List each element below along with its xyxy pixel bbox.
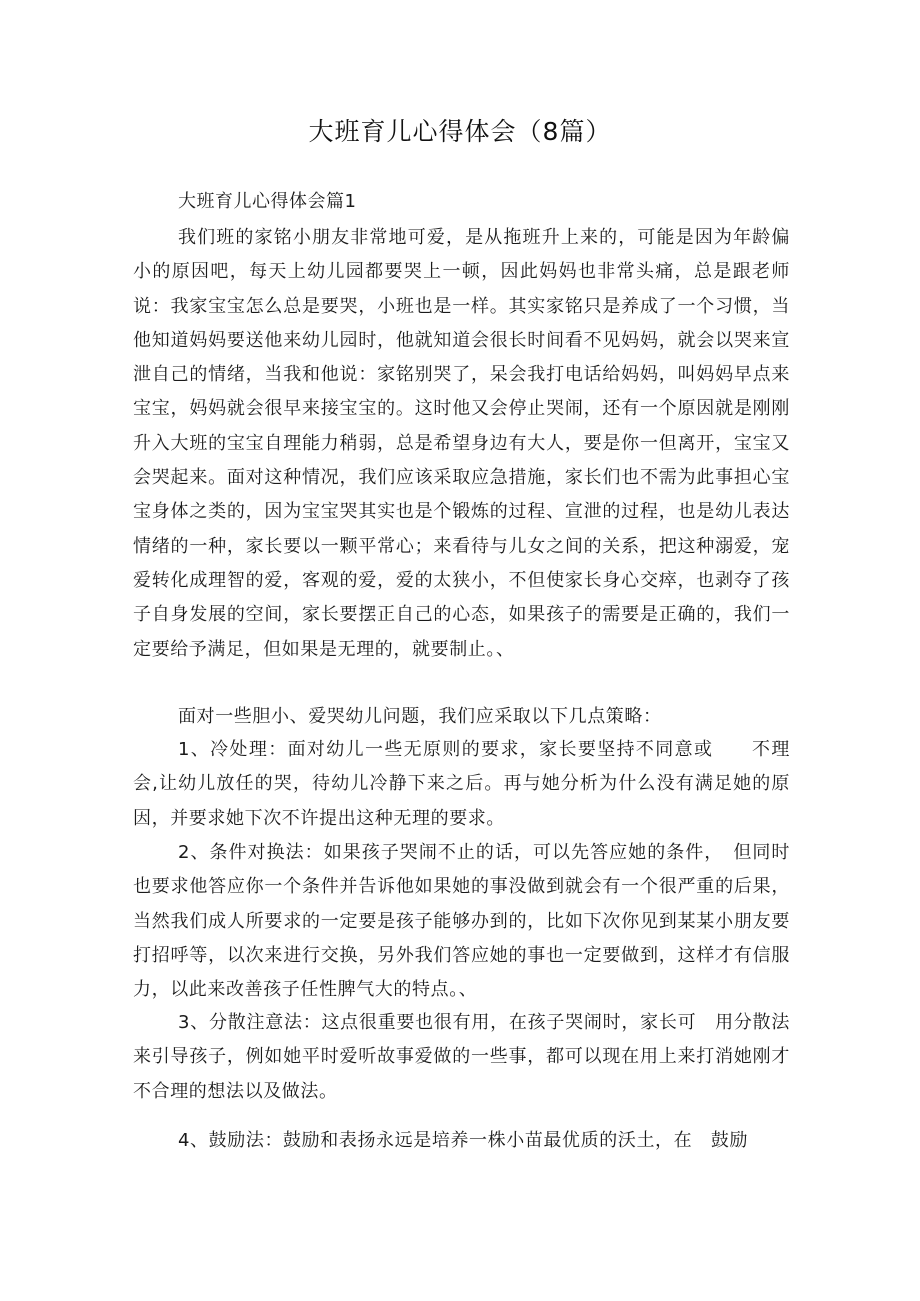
- section-heading: 大班育儿心得体会篇1: [178, 191, 357, 212]
- strategy-item-2: 2、条件对换法：如果孩子哭闹不止的话，可以先答应她的条件， 但同时也要求他答应你一个条件并告诉他如果她的事没做到就会有一个很严重的后果，当然我们成人所要求的一定要是孩子能够办到的，比如下次你见到某某小朋友要打招呼等，以次来进行交换，另外我们答应她的事也一定要做到，这样才有信服力，以此来改善孩子任性脾气大的特点。、: [133, 842, 790, 1001]
- strategy-paragraph: 面对一些胆小、爱哭幼儿问题，我们应采取以下几点策略：: [178, 706, 662, 727]
- intro-paragraph: 我们班的家铭小朋友非常地可爱，是从拖班升上来的，可能是因为年龄偏小的原因吧，每天上幼儿园都要哭上一顿，因此妈妈也非常头痛，总是跟老师说：我家宝宝怎么总是要哭，小班也是一样。其实家铭只是养成了一个习惯，当他知道妈妈要送他来幼儿园时，他就知道会很长时间看不见妈妈，就会以哭来宣泄自己的情绪，当我和他说：家铭别哭了，呆会我打电话给妈妈，叫妈妈早点来宝宝，妈妈就会很早来接宝宝的。这时他又会停止哭闹，还有一个原因就是刚刚升入大班的宝宝自理能力稍弱，总是希望身边有大人，要是你一但离开，宝宝又会哭起来。面对这种情况，我们应该采取应急措施，家长们也不需为此事担心宝宝身体之类的，因为宝宝哭其实也是个锻炼的过程、宣泄的过程，也是幼儿表达情绪的一种，家长要以一颗平常心；来看待与儿女之间的关系，把这种溺爱，宠爱转化成理智的爱，客观的爱，爱的太狭小，不但使家长身心交瘁，也剥夺了孩子自身发展的空间，家长要摆正自己的心态，如果孩子的需要是正确的，我们一定要给予满足，但如果是无理的，就要制止。、: [133, 227, 790, 660]
- strategy-item-4: 4、鼓励法：鼓励和表扬永远是培养一株小苗最优质的沃土，在 鼓励: [178, 1130, 749, 1151]
- strategy-item-3: 3、分散注意法：这点很重要也很有用，在孩子哭闹时，家长可 用分散法来引导孩子，例如她平时爱听故事爱做的一些事，都可以现在用上来打消她刚才不合理的想法以及做法。: [133, 1012, 790, 1102]
- document-title: 大班育儿心得体会（8篇）: [308, 117, 612, 146]
- strategy-item-1: 1、冷处理：面对幼儿一些无原则的要求，家长要坚持不同意或 不理会,让幼儿放任的哭，待幼儿冷静下来之后。再与她分析为什么没有满足她的原因，并要求她下次不许提出这种无理的要求。: [133, 739, 790, 829]
